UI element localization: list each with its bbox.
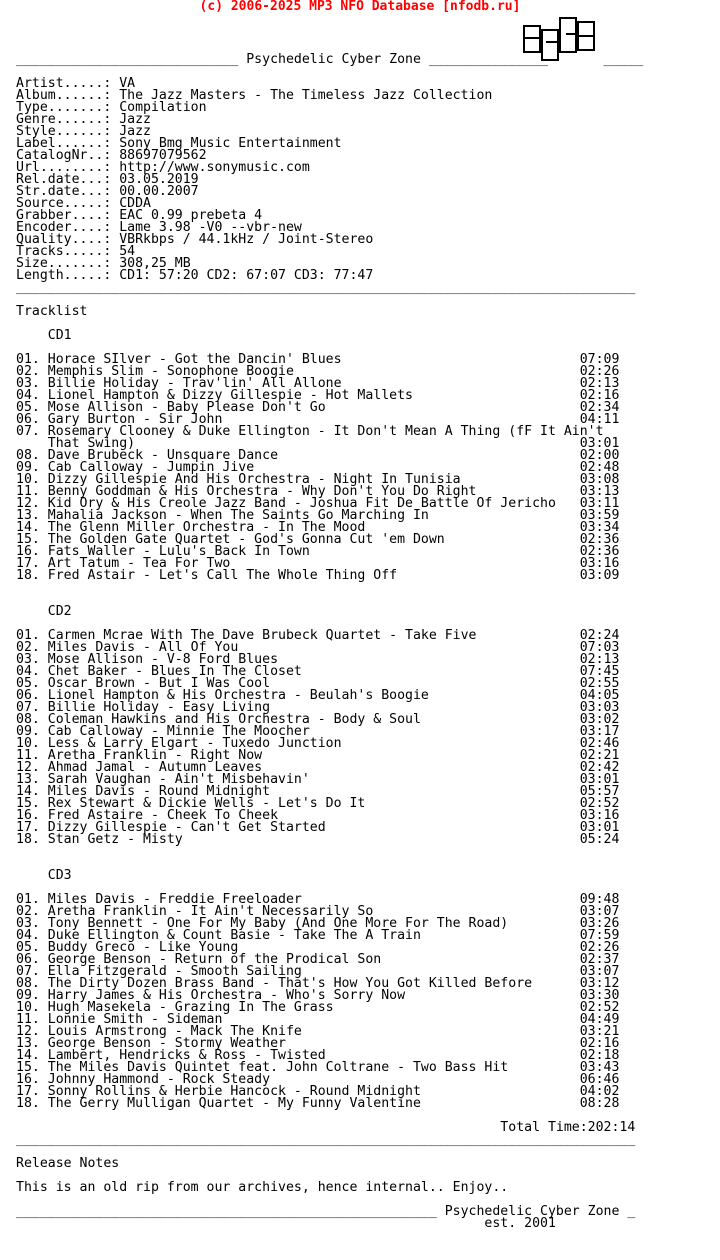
nfo-line: Tracks.....: 54 xyxy=(16,244,136,259)
nfo-line: 09. Cab Calloway - Minnie The Moocher 03:17 xyxy=(16,724,620,739)
nfo-line: 01. Miles Davis - Freddie Freeloader 09:48 xyxy=(16,892,620,907)
nfo-line: 05. Buddy Greco - Like Young 02:26 xyxy=(16,940,620,955)
nfo-line: 02. Memphis Slim - Sonophone Boogie 02:26 xyxy=(16,364,620,379)
nfo-line: 12. Kid Ory & His Creole Jazz Band - Joshua Fit De Battle Of Jericho 03:11 xyxy=(16,496,620,511)
nfo-line: Encoder....: Lame 3.98 -V0 --vbr-new xyxy=(16,220,302,235)
nfo-line: CD1 xyxy=(16,328,72,343)
nfo-line: 09. Cab Calloway - Jumpin Jive 02:48 xyxy=(16,460,620,475)
nfo-line xyxy=(16,318,643,330)
nfo-line: 08. Dave Brubeck - Unsquare Dance 02:00 xyxy=(16,448,620,463)
nfo-line: 13. George Benson - Stormy Weather 02:16 xyxy=(16,1036,620,1051)
nfo-line: Length.....: CD1: 57:20 CD2: 67:07 CD3: 77:47 xyxy=(16,268,374,283)
nfo-line: Genre......: Jazz xyxy=(16,112,151,127)
nfo-line xyxy=(16,582,643,594)
nfo-line: 15. The Golden Gate Quartet - God's Gonna Cut 'em Down 02:36 xyxy=(16,532,620,547)
nfo-line: 13. Mahalia Jackson - When The Saints Go Marching In 03:59 xyxy=(16,508,620,523)
nfo-line: 18. Stan Getz - Misty 05:24 xyxy=(16,832,620,847)
nfo-line: 03. Mose Allison - V-8 Ford Blues 02:13 xyxy=(16,652,620,667)
nfo-line: Quality....: VBRkbps / 44.1kHz / Joint-Stereo xyxy=(16,232,374,247)
nfo-line: Grabber....: EAC 0.99 prebeta 4 xyxy=(16,208,263,223)
nfo-line: 11. Benny Goddman & His Orchestra - Why Don't You Do Right 03:13 xyxy=(16,484,620,499)
nfo-line: 15. The Miles Davis Quintet feat. John Coltrane - Two Bass Hit 03:43 xyxy=(16,1060,620,1075)
nfo-line: Tracklist xyxy=(16,304,88,319)
nfo-line: Rel.date...: 03.05.2019 xyxy=(16,172,199,187)
nfo-line: 04. Lionel Hampton & Dizzy Gillespie - Hot Mallets 02:16 xyxy=(16,388,620,403)
nfo-line: Style......: Jazz xyxy=(16,124,151,139)
nfo-line xyxy=(16,294,643,306)
nfo-line: This is an old rip from our archives, hence internal.. Enjoy.. xyxy=(16,1180,509,1195)
nfo-line: Url........: http://www.sonymusic.com xyxy=(16,160,310,175)
nfo-line: 01. Carmen Mcrae With The Dave Brubeck Quartet - Take Five 02:24 xyxy=(16,628,620,643)
nfo-line: 08. The Dirty Dozen Brass Band - That's How You Got Killed Before 03:12 xyxy=(16,976,620,991)
nfo-line: Size.......: 308,25 MB xyxy=(16,256,191,271)
nfo-line: ______________________________________________________________________________ xyxy=(16,280,636,295)
nfo-line xyxy=(16,858,643,870)
nfo-line xyxy=(16,846,643,858)
nfo-line: 07. Rosemary Clooney & Duke Ellington - It Don't Mean A Thing (fF It Ain't xyxy=(16,424,604,439)
nfo-line: CatalogNr..: 88697079562 xyxy=(16,148,207,163)
nfo-line: Release Notes xyxy=(16,1156,120,1171)
nfo-line: CD3 xyxy=(16,868,72,883)
nfo-line: CD2 xyxy=(16,604,72,619)
nfo-line: 17. Sonny Rollins & Herbie Hancock - Round Midnight 04:02 xyxy=(16,1084,620,1099)
nfo-line: 14. Lambert, Hendricks & Ross - Twisted 02:18 xyxy=(16,1048,620,1063)
nfo-line: 11. Aretha Franklin - Right Now 02:21 xyxy=(16,748,620,763)
nfo-line: Str.date...: 00.00.2007 xyxy=(16,184,199,199)
nfo-line: 06. Gary Burton - Sir John 04:11 xyxy=(16,412,620,427)
nfo-line: 06. George Benson - Return of the Prodical Son 02:37 xyxy=(16,952,620,967)
nfo-line: 01. Horace SIlver - Got the Dancin' Blues 07:09 xyxy=(16,352,620,367)
nfo-line: 10. Less & Larry Elgart - Tuxedo Junction 02:46 xyxy=(16,736,620,751)
nfo-line: Album......: The Jazz Masters - The Timeless Jazz Collection xyxy=(16,88,493,103)
nfo-line: 16. Fred Astaire - Cheek To Cheek 03:16 xyxy=(16,808,620,823)
nfo-line: 13. Sarah Vaughan - Ain't Misbehavin' 03:01 xyxy=(16,772,620,787)
nfo-line: ______________________________________________________________________________ xyxy=(16,1132,636,1147)
nfo-line: 12. Louis Armstrong - Mack The Knife 03:21 xyxy=(16,1024,620,1039)
nfo-line: Total Time:202:14 xyxy=(16,1120,636,1135)
nfo-line: 18. Fred Astair - Let's Call The Whole Thing Off 03:09 xyxy=(16,568,620,583)
nfo-line: 16. Johnny Hammond - Rock Steady 06:46 xyxy=(16,1072,620,1087)
nfo-line: 02. Miles Davis - All Of You 07:03 xyxy=(16,640,620,655)
nfo-line: Source.....: CDDA xyxy=(16,196,151,211)
nfo-line: 10. Dizzy Gillespie And His Orchestra - Night In Tunisia 03:08 xyxy=(16,472,620,487)
nfo-line: 11. Lonnie Smith - Sideman 04:49 xyxy=(16,1012,620,1027)
nfo-line: _____________________________________________________ Psychedelic Cyber Zone _ xyxy=(16,1204,636,1219)
nfo-line: Artist.....: VA xyxy=(16,76,136,91)
site-header: (c) 2006-2025 MP3 NFO Database [nfodb.ru] xyxy=(199,0,521,14)
nfo-line: 17. Art Tatum - Tea For Two 03:16 xyxy=(16,556,620,571)
nfo-line: 10. Hugh Masekela - Grazing In The Grass 02:52 xyxy=(16,1000,620,1015)
nfo-line: 04. Chet Baker - Blues In The Closet 07:45 xyxy=(16,664,620,679)
nfo-line: 08. Coleman Hawkins and His Orchestra - Body & Soul 03:02 xyxy=(16,712,620,727)
nfo-line: 17. Dizzy Gillespie - Can't Get Started 03:01 xyxy=(16,820,620,835)
nfo-line: 03. Billie Holiday - Trav'lin' All Allone 02:13 xyxy=(16,376,620,391)
nfo-line: 06. Lionel Hampton & His Orchestra - Beulah's Boogie 04:05 xyxy=(16,688,620,703)
nfo-line: 02. Aretha Franklin - It Ain't Necessarily So 03:07 xyxy=(16,904,620,919)
nfo-line: 07. Billie Holiday - Easy Living 03:03 xyxy=(16,700,620,715)
nfo-line: est. 2001 xyxy=(16,1216,556,1231)
nfo-line: 04. Duke Ellington & Count Basie - Take The A Train 07:59 xyxy=(16,928,620,943)
nfo-line: 18. The Gerry Mulligan Quartet - My Funny Valentine 08:28 xyxy=(16,1096,620,1111)
nfo-line: 12. Ahmad Jamal - Autumn Leaves 02:42 xyxy=(16,760,620,775)
nfo-line: 07. Ella Fitzgerald - Smooth Sailing 03:07 xyxy=(16,964,620,979)
nfo-line xyxy=(16,594,643,606)
nfo-line: 09. Harry James & His Orchestra - Who's Sorry Now 03:30 xyxy=(16,988,620,1003)
nfo-line: 16. Fats Waller - Lulu's Back In Town 02:36 xyxy=(16,544,620,559)
nfo-text xyxy=(16,42,643,1230)
nfo-line: That Swing) 03:01 xyxy=(16,436,620,451)
nfo-line: 14. The Glenn Miller Orchestra - In The Mood 03:34 xyxy=(16,520,620,535)
nfo-line: ____________________________ Psychedelic Cyber Zone _______________ _____ xyxy=(16,52,644,67)
nfo-line: 05. Mose Allison - Baby Please Don't Go 02:34 xyxy=(16,400,620,415)
nfo-line: 14. Miles Davis - Round Midnight 05:57 xyxy=(16,784,620,799)
nfo-line: 03. Tony Bennett - One For My Baby (And One More For The Road) 03:26 xyxy=(16,916,620,931)
nfo-line: 05. Oscar Brown - But I Was Cool 02:55 xyxy=(16,676,620,691)
nfo-line: 15. Rex Stewart & Dickie Wells - Let's Do It 02:52 xyxy=(16,796,620,811)
nfo-line: Label......: Sony Bmg Music Entertainment xyxy=(16,136,342,151)
nfo-line: Type.......: Compilation xyxy=(16,100,207,115)
